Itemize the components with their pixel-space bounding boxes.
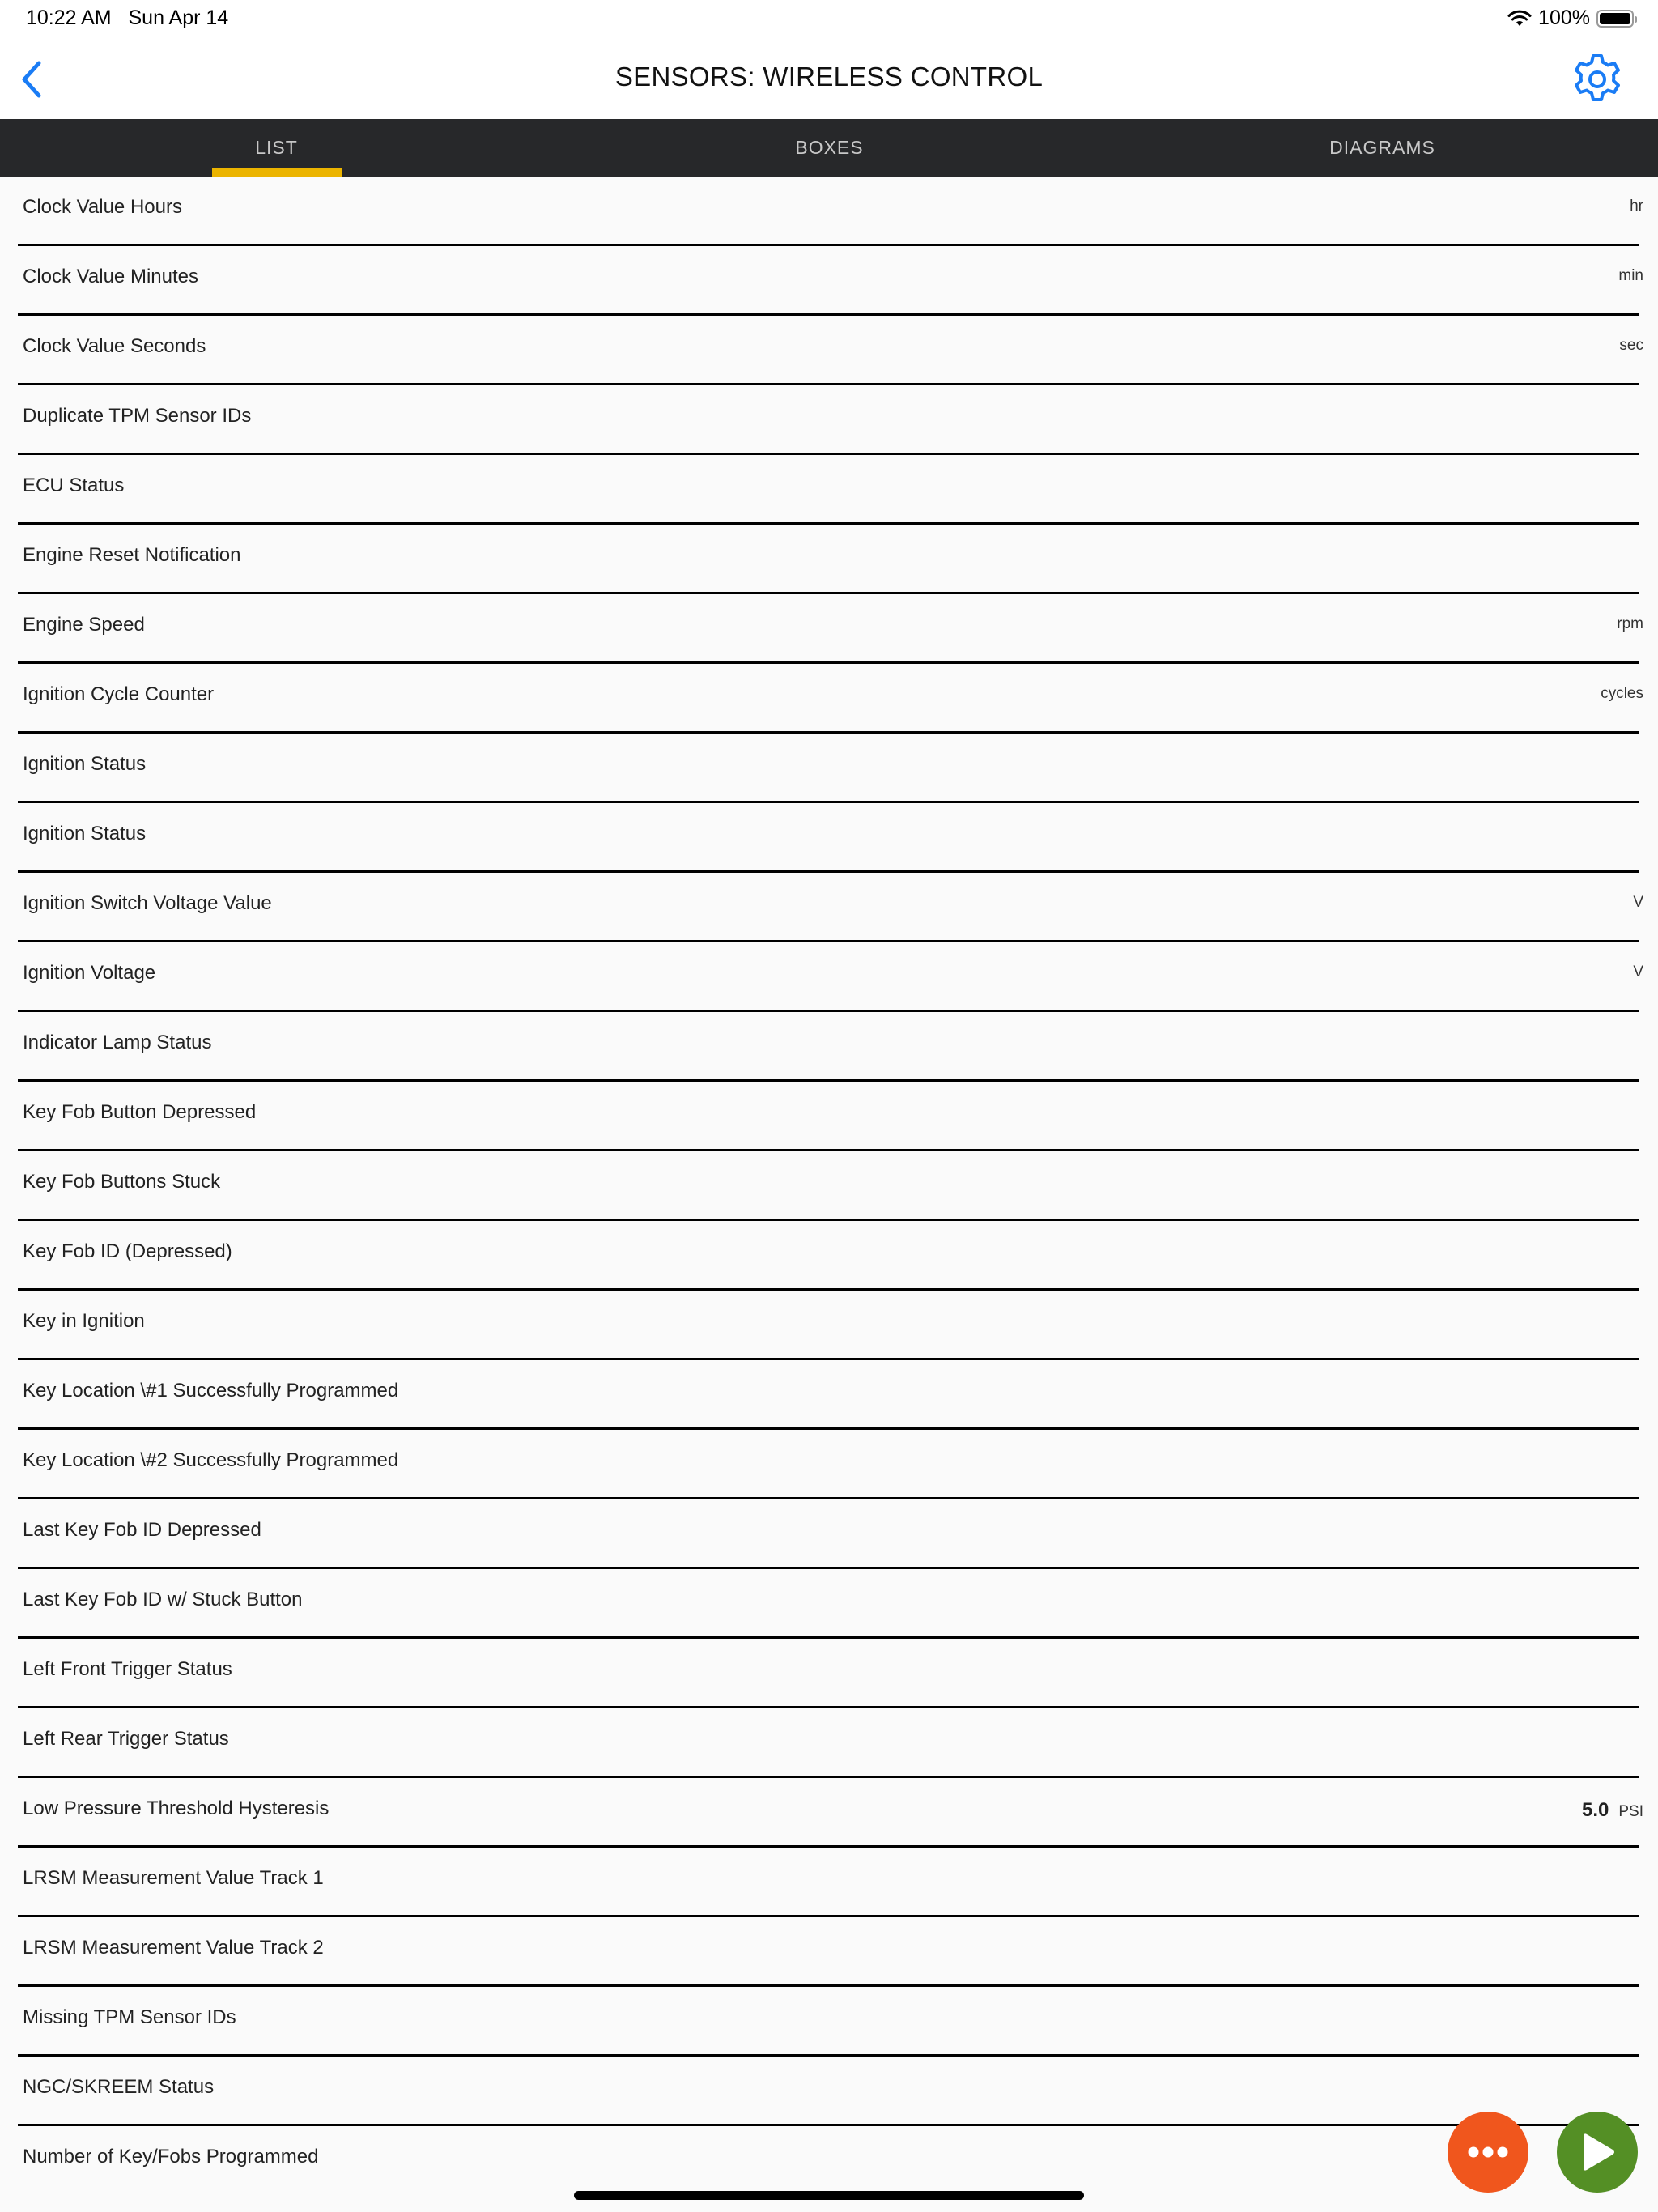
sensor-name: LRSM Measurement Value Track 2	[23, 1937, 324, 1959]
sensor-row[interactable]	[0, 594, 1658, 664]
tab-boxes[interactable]	[553, 119, 1106, 177]
status-time-date	[26, 6, 228, 30]
sensor-row[interactable]	[0, 2126, 1658, 2196]
sensor-name: Indicator Lamp Status	[23, 1032, 212, 1053]
sensor-row[interactable]	[0, 1151, 1658, 1221]
sensor-row[interactable]	[0, 455, 1658, 525]
sensor-row[interactable]	[0, 246, 1658, 316]
sensor-name: Ignition Voltage	[23, 962, 156, 984]
sensor-name: Key Fob Button Depressed	[23, 1101, 257, 1123]
sensor-row[interactable]	[0, 1639, 1658, 1708]
wifi-icon	[1507, 10, 1532, 28]
sensor-row[interactable]	[0, 1917, 1658, 1987]
sensor-row[interactable]	[0, 873, 1658, 942]
tab-boxes-label: BOXES	[795, 137, 864, 158]
sensor-name: ECU Status	[23, 474, 125, 496]
battery-full-icon	[1596, 10, 1634, 28]
sensor-unit: hr	[1630, 198, 1643, 215]
status-bar	[0, 0, 1658, 39]
sensor-name: Left Front Trigger Status	[23, 1658, 232, 1680]
sensor-name: Ignition Status	[23, 823, 147, 844]
sensor-value: 5.0	[1582, 1799, 1609, 1821]
sensor-row[interactable]	[0, 803, 1658, 873]
sensor-name: Clock Value Minutes	[23, 266, 198, 287]
sensor-row[interactable]	[0, 385, 1658, 455]
sensor-unit: sec	[1619, 337, 1643, 354]
sensor-name: Clock Value Seconds	[23, 335, 206, 357]
tab-list-label: LIST	[255, 137, 298, 158]
sensor-name: LRSM Measurement Value Track 1	[23, 1867, 324, 1889]
sensor-name: Key in Ignition	[23, 1310, 145, 1332]
sensor-unit: V	[1633, 963, 1643, 981]
sensor-name: Key Location \#1 Successfully Programmed	[23, 1380, 399, 1402]
sensor-row[interactable]	[0, 1778, 1658, 1848]
sensor-name: Ignition Switch Voltage Value	[23, 892, 272, 914]
sensor-name: Low Pressure Threshold Hysteresis	[23, 1797, 329, 1819]
sensor-name: Ignition Status	[23, 753, 147, 775]
status-date: Sun Apr 14	[128, 6, 229, 29]
sensor-name: Duplicate TPM Sensor IDs	[23, 405, 252, 427]
active-tab-indicator	[212, 168, 342, 177]
sensor-row[interactable]	[0, 1848, 1658, 1917]
sensor-unit: rpm	[1617, 615, 1643, 632]
sensor-row[interactable]	[0, 734, 1658, 803]
sensor-row[interactable]	[0, 1569, 1658, 1639]
sensor-name: Left Rear Trigger Status	[23, 1728, 229, 1750]
battery-percent: 100%	[1538, 6, 1590, 29]
status-indicators	[1507, 6, 1634, 30]
more-options-button[interactable]	[1448, 2112, 1528, 2193]
sensor-unit: cycles	[1601, 685, 1643, 702]
gear-icon	[1569, 51, 1626, 108]
sensor-row[interactable]	[0, 1291, 1658, 1360]
sensor-name: Key Fob Buttons Stuck	[23, 1171, 221, 1193]
sensor-row[interactable]	[0, 1708, 1658, 1778]
sensor-row[interactable]	[0, 177, 1658, 246]
sensor-row[interactable]	[0, 942, 1658, 1012]
tab-diagrams-label: DIAGRAMS	[1329, 137, 1435, 158]
sensor-name: Engine Speed	[23, 614, 145, 636]
sensor-name: Key Location \#2 Successfully Programmed	[23, 1449, 399, 1471]
sensor-row[interactable]	[0, 1082, 1658, 1151]
tab-list[interactable]	[0, 119, 553, 177]
sensor-unit: V	[1633, 894, 1643, 911]
sensor-row[interactable]	[0, 1360, 1658, 1430]
sensor-row[interactable]	[0, 664, 1658, 734]
sensor-name: Missing TPM Sensor IDs	[23, 2006, 236, 2028]
tab-diagrams[interactable]	[1106, 119, 1658, 177]
navigation-bar	[0, 39, 1658, 119]
home-indicator[interactable]	[574, 2191, 1084, 2200]
sensor-row[interactable]	[0, 1012, 1658, 1082]
settings-button[interactable]	[1569, 51, 1626, 108]
more-dots-icon	[1465, 2144, 1511, 2160]
page-title: SENSORS: WIRELESS CONTROL	[614, 62, 1044, 91]
sensor-list[interactable]	[0, 177, 1658, 2196]
sensor-name: Ignition Cycle Counter	[23, 683, 215, 705]
sensor-row[interactable]	[0, 2057, 1658, 2126]
sensor-value-unit	[1582, 1799, 1643, 1822]
sensor-name: Key Fob ID (Depressed)	[23, 1240, 232, 1262]
sensor-row[interactable]	[0, 1987, 1658, 2057]
sensor-unit: min	[1618, 267, 1643, 284]
sensor-name: Engine Reset Notification	[23, 544, 241, 566]
sensor-row[interactable]	[0, 525, 1658, 594]
sensor-row[interactable]	[0, 316, 1658, 385]
play-button[interactable]	[1557, 2112, 1638, 2193]
sensor-name: Last Key Fob ID w/ Stuck Button	[23, 1589, 303, 1610]
sensor-name: Clock Value Hours	[23, 196, 182, 218]
sensor-row[interactable]	[0, 1430, 1658, 1499]
play-icon	[1577, 2129, 1618, 2175]
sensor-row[interactable]	[0, 1499, 1658, 1569]
tab-bar	[0, 119, 1658, 177]
sensor-name: Last Key Fob ID Depressed	[23, 1519, 261, 1541]
sensor-name: Number of Key/Fobs Programmed	[23, 2146, 319, 2167]
sensor-name: NGC/SKREEM Status	[23, 2076, 215, 2098]
sensor-row[interactable]	[0, 1221, 1658, 1291]
sensor-unit: PSI	[1618, 1803, 1643, 1820]
status-time: 10:22 AM	[26, 6, 112, 29]
